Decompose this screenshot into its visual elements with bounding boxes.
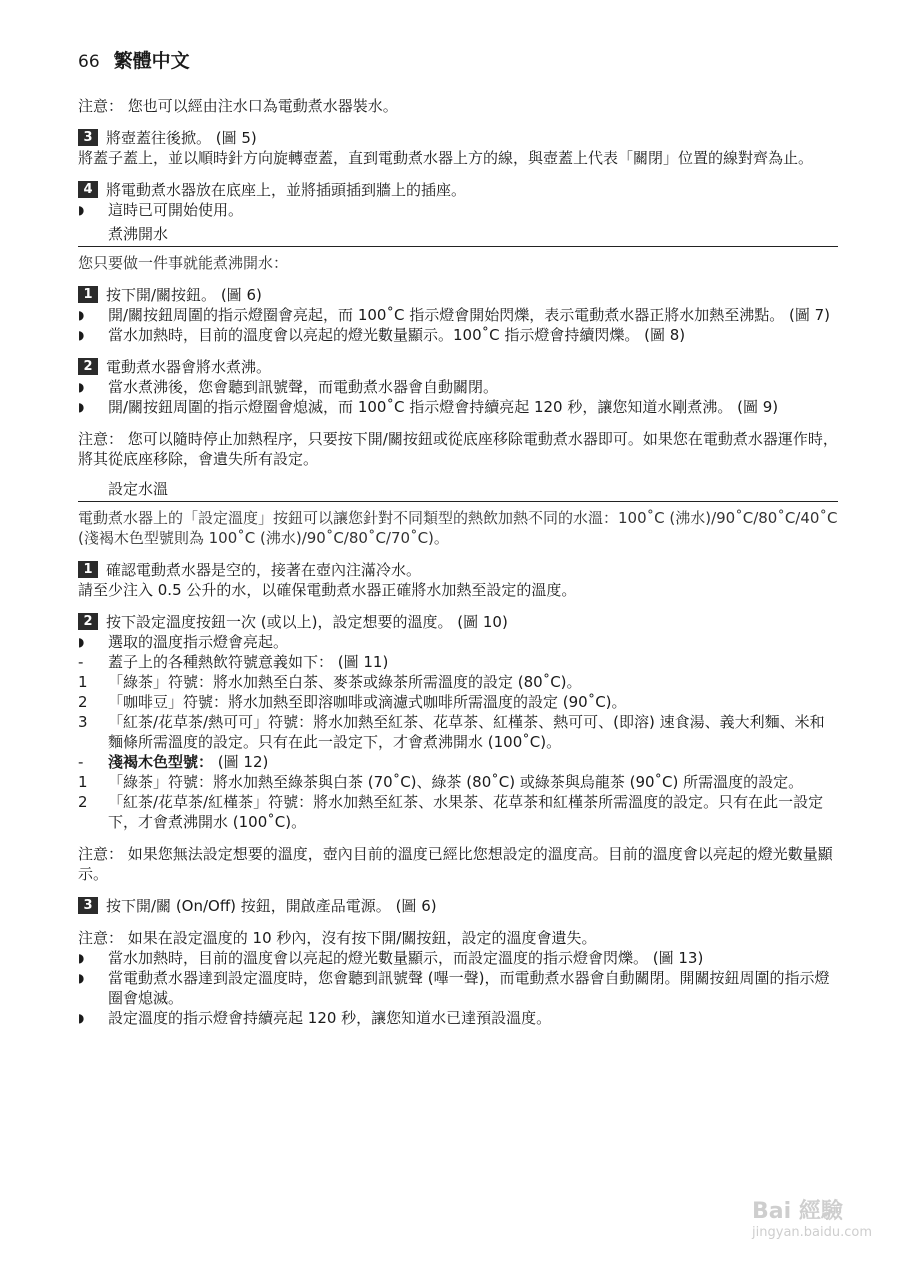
step-title: 按下開/關 (On/Off) 按鈕，開啟產品電源。 (圖 6) xyxy=(106,897,437,915)
watermark-brand: Bai 經驗 xyxy=(752,1199,843,1224)
bullet-item xyxy=(78,325,838,345)
list-number: 2 xyxy=(78,793,88,811)
note-fill-spout: 注意： 您也可以經由注水口為電動煮水器裝水。 xyxy=(78,97,398,115)
temp-step-3 xyxy=(78,896,838,916)
bullet-item xyxy=(78,377,838,397)
bullet-icon: ◗ xyxy=(78,328,85,342)
temp-step-1-text: 請至少注入 0.5 公升的水，以確保電動煮水器正確將水加熱至設定的溫度。 xyxy=(78,581,577,599)
bullet-icon: ◗ xyxy=(78,971,85,985)
list-item xyxy=(78,772,838,792)
bullet-text: 當水加熱時，目前的溫度會以亮起的燈光數量顯示，而設定溫度的指示燈會閃爍。 (圖 13) xyxy=(108,949,704,967)
list-text: 「紅茶/花草茶/紅槿茶」符號：將水加熱至紅茶、水果茶、花草茶和紅槿茶所需溫度的設定。只有在此一設定下，才會煮沸開水 (100˚C)。 xyxy=(108,793,824,831)
bullet-icon: ◗ xyxy=(78,951,85,965)
list-text: 「咖啡豆」符號：將水加熱至即溶咖啡或滴濾式咖啡所需溫度的設定 (90˚C)。 xyxy=(108,693,627,711)
step-number: 3 xyxy=(78,129,98,146)
section-heading-boil: 煮沸開水 xyxy=(78,224,838,247)
temp-lead: 電動煮水器上的「設定溫度」按鈕可以讓您針對不同類型的熱飲加熱不同的水溫：100˚C (沸水)/90˚C/80˚C/40˚C (淺褐木色型號則為 100˚C (沸水)/90˚C/80˚C/70˚C)。 xyxy=(78,509,838,547)
step-title: 按下開/關按鈕。 (圖 6) xyxy=(106,286,262,304)
page-header xyxy=(78,46,190,73)
bullet-text: 當水加熱時，目前的溫度會以亮起的燈光數量顯示。100˚C 指示燈會持續閃爍。 (圖 8) xyxy=(108,326,686,344)
step-title: 將電動煮水器放在底座上，並將插頭插到牆上的插座。 xyxy=(106,181,467,199)
dash-text xyxy=(108,752,268,772)
step-title: 按下設定溫度按鈕一次 (或以上)，設定想要的溫度。 (圖 10) xyxy=(106,613,508,631)
list-number: 1 xyxy=(78,673,88,691)
list-text: 「綠茶」符號：將水加熱至綠茶與白茶 (70˚C)、綠茶 (80˚C) 或綠茶與烏龍茶 (90˚C) 所需溫度的設定。 xyxy=(108,773,804,791)
bullet-text: 當電動煮水器達到設定溫度時，您會聽到訊號聲 (嗶一聲)，而電動煮水器會自動關閉。開關按鈕周圍的指示燈圈會熄滅。 xyxy=(108,969,830,1007)
list-item xyxy=(78,692,838,712)
list-text: 「紅茶/花草茶/熱可可」符號：將水加熱至紅茶、花草茶、紅槿茶、熱可可、(即溶) 速食湯、義大利麵、米和麵條所需溫度的設定。只有在此一設定下，才會煮沸開水 (100˚C)。 xyxy=(108,713,825,751)
bullet-item xyxy=(78,397,838,417)
temp-step-2 xyxy=(78,612,838,632)
list-number: 2 xyxy=(78,693,88,711)
step-number: 3 xyxy=(78,897,98,914)
bullet-icon: ◗ xyxy=(78,203,85,217)
temp-step-1 xyxy=(78,560,838,580)
note-timeout: 注意： 如果在設定溫度的 10 秒內，沒有按下開/關按鈕，設定的溫度會遺失。 xyxy=(78,929,597,947)
model-label: 淺褐木色型號： xyxy=(108,753,214,771)
bullet-text: 當水煮沸後，您會聽到訊號聲，而電動煮水器會自動關閉。 xyxy=(108,378,499,396)
step-title: 電動煮水器會將水煮沸。 xyxy=(106,358,272,376)
step-number: 2 xyxy=(78,358,98,375)
bullet-item xyxy=(78,968,838,1008)
dash-text: 蓋子上的各種熱飲符號意義如下： (圖 11) xyxy=(108,653,389,671)
boil-step-1 xyxy=(78,285,838,305)
page-number: 66 xyxy=(78,52,100,72)
watermark-url: jingyan.baidu.com xyxy=(752,1225,872,1240)
baidu-watermark xyxy=(752,1194,872,1240)
dash-mark: - xyxy=(78,653,84,671)
step-3-text: 將蓋子蓋上，並以順時針方向旋轉壺蓋，直到電動煮水器上方的線，與壺蓋上代表「關閉」位置的線對齊為止。 xyxy=(78,149,814,167)
step-4-place-base xyxy=(78,180,838,200)
bullet-item xyxy=(78,632,838,652)
bullet-item xyxy=(78,948,838,968)
boil-lead: 您只要做一件事就能煮沸開水： xyxy=(78,254,289,272)
note-temperature-too-high: 注意： 如果您無法設定想要的溫度，壺內目前的溫度已經比您想設定的溫度高。目前的溫度會以亮起的燈光數量顯示。 xyxy=(78,845,833,883)
dash-item xyxy=(78,752,838,772)
step-title: 確認電動煮水器是空的，接著在壺內注滿冷水。 xyxy=(106,561,422,579)
step-title: 將壺蓋往後掀。 (圖 5) xyxy=(106,129,257,147)
list-item xyxy=(78,792,838,832)
bullet-item xyxy=(78,200,838,220)
page-content xyxy=(78,96,838,1028)
list-number: 1 xyxy=(78,773,88,791)
step-number: 2 xyxy=(78,613,98,630)
step-number: 4 xyxy=(78,181,98,198)
bullet-icon: ◗ xyxy=(78,380,85,394)
bullet-text: 這時已可開始使用。 xyxy=(108,201,244,219)
language-label: 繁體中文 xyxy=(113,50,190,72)
section-heading-temperature: 設定水溫 xyxy=(78,479,838,502)
step-number: 1 xyxy=(78,561,98,578)
bullet-text: 設定溫度的指示燈會持續亮起 120 秒，讓您知道水已達預設溫度。 xyxy=(108,1009,552,1027)
bullet-text: 開/關按鈕周圍的指示燈圈會亮起，而 100˚C 指示燈會開始閃爍，表示電動煮水器正將水加熱至沸點。 (圖 7) xyxy=(108,306,830,324)
list-item xyxy=(78,712,838,752)
step-number: 1 xyxy=(78,286,98,303)
list-item xyxy=(78,672,838,692)
bullet-icon: ◗ xyxy=(78,1011,85,1025)
bullet-item xyxy=(78,305,838,325)
list-number: 3 xyxy=(78,713,88,731)
list-text: 「綠茶」符號：將水加熱至白茶、麥茶或綠茶所需溫度的設定 (80˚C)。 xyxy=(108,673,582,691)
bullet-icon: ◗ xyxy=(78,400,85,414)
bullet-text: 開/關按鈕周圍的指示燈圈會熄滅，而 100˚C 指示燈會持續亮起 120 秒，讓您知道水剛煮沸。 (圖 9) xyxy=(108,398,779,416)
bullet-icon: ◗ xyxy=(78,635,85,649)
dash-mark: - xyxy=(78,753,84,771)
note-stop-heating: 注意： 您可以隨時停止加熱程序，只要按下開/關按鈕或從底座移除電動煮水器即可。如果您在電動煮水器運作時，將其從底座移除，會遺失所有設定。 xyxy=(78,430,838,468)
bullet-text: 選取的溫度指示燈會亮起。 xyxy=(108,633,289,651)
dash-item xyxy=(78,652,838,672)
step-3-open-lid xyxy=(78,128,838,148)
bullet-item xyxy=(78,1008,838,1028)
boil-step-2 xyxy=(78,357,838,377)
bullet-icon: ◗ xyxy=(78,308,85,322)
figure-ref: (圖 12) xyxy=(213,753,269,771)
